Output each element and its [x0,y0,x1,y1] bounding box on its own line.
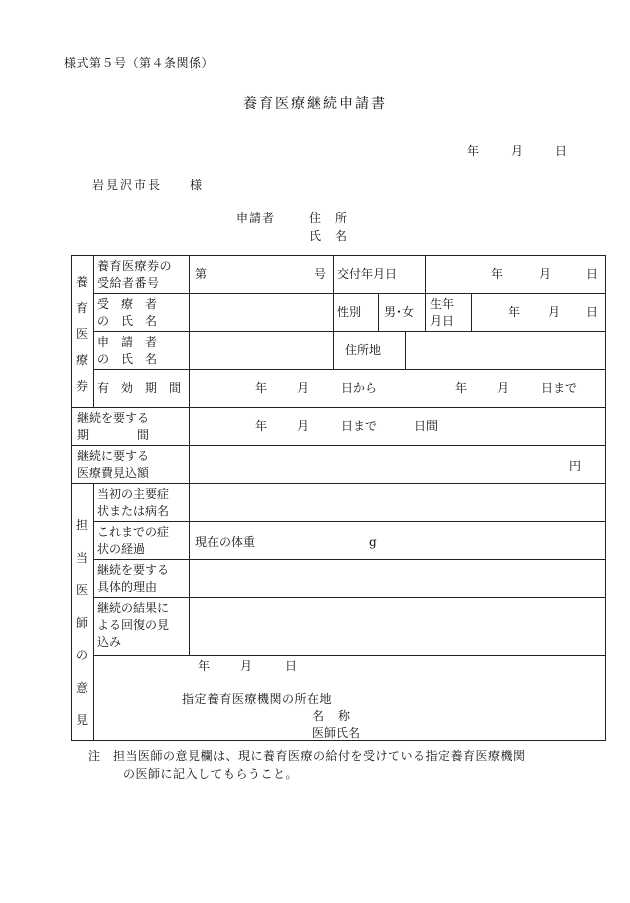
ticket-number-label: 養育医療券の 受給者番号 [97,259,173,290]
footnote-line-1: 注 担当医師の意見欄は、現に養育医療の給付を受けている指定養育医療機関 [88,749,526,763]
header-date-day: 日 [555,144,568,158]
section-doctor-char: 医 [75,583,88,597]
validity-to-day: 日まで [541,381,578,395]
section-label-doctor-opinion [71,509,93,737]
institution-location-label: 指定養育医療機関の所在地 [182,692,333,706]
header-date-month: 月 [511,144,524,158]
initial-symptom-label: 当初の主要症 状または病名 [97,487,170,518]
validity-from-year: 年 [255,381,268,395]
section-ticket-char: 券 [75,379,88,393]
birth-month: 月 [548,305,561,319]
current-weight-label: 現在の体重 [195,535,256,549]
validity-to-year: 年 [455,381,468,395]
doctor-name-label: 医師氏名 [312,726,361,740]
continue-year: 年 [255,419,268,433]
weight-unit: g [369,535,377,549]
section-doctor-char: の [75,648,88,662]
birth-date-label: 生年 月日 [430,297,455,328]
continue-until: 日まで [341,419,378,433]
section-doctor-char: 担 [75,518,88,532]
sex-label: 性別 [337,305,362,319]
institution-name-label: 名 称 [312,709,352,723]
sex-value: 男･女 [384,305,415,319]
addressee: 岩見沢市長 様 [92,178,205,192]
applicant-name-label: 氏 名 [309,229,349,243]
applicant-address-label: 住 所 [309,211,349,225]
section-doctor-char: 意 [75,680,88,695]
section-doctor-char: 師 [75,615,88,630]
signature-year: 年 [198,659,211,673]
specific-reason-label: 継続を要する 具体的理由 [97,563,170,594]
birth-day: 日 [586,305,599,319]
section-ticket-char: 育 [75,301,88,315]
address-label: 住所地 [345,343,382,357]
birth-year: 年 [508,305,521,319]
recovery-prospect-label: 継続の結果に よる回復の見 込み [97,601,170,649]
validity-period-label: 有 効 期 間 [97,381,182,395]
issue-date-year: 年 [491,267,504,281]
signature-day: 日 [285,659,298,673]
issue-date-day: 日 [586,267,599,281]
footnote-line-2: の医師に記入してもらうこと。 [123,767,299,781]
signature-month: 月 [240,659,253,673]
validity-from-month: 月 [297,381,310,395]
section-label-ticket [71,269,93,399]
header-date-year: 年 [467,144,480,158]
section-ticket-char: 養 [75,275,88,289]
applicant-name-row-label: 申 請 者 の 氏 名 [97,335,158,366]
continue-period-label: 継続を要する 期 間 [77,411,150,442]
footnote [88,747,526,783]
validity-to-month: 月 [497,381,510,395]
applicant-label: 申請者 [236,211,276,225]
patient-name-label: 受 療 者 の 氏 名 [97,297,158,328]
document-title: 養育医療継続申請書 [243,96,387,112]
estimated-cost-label: 継続に要する 医療費見込額 [77,449,150,480]
ticket-number-suffix: 号 [314,267,327,281]
issue-date-month: 月 [539,267,552,281]
section-doctor-char: 当 [75,550,88,565]
section-doctor-char: 見 [75,713,88,727]
ticket-number-prefix: 第 [195,267,208,281]
continue-month: 月 [297,419,310,433]
continue-days: 日間 [414,419,439,433]
yen-unit: 円 [569,459,582,473]
validity-from-day: 日から [341,381,378,395]
application-form-table [71,255,606,741]
symptom-course-label: これまでの症 状の経過 [97,525,170,556]
section-ticket-char: 療 [75,353,88,367]
form-number: 様式第５号（第４条関係） [64,56,215,70]
section-ticket-char: 医 [75,327,88,341]
issue-date-label: 交付年月日 [337,267,398,281]
